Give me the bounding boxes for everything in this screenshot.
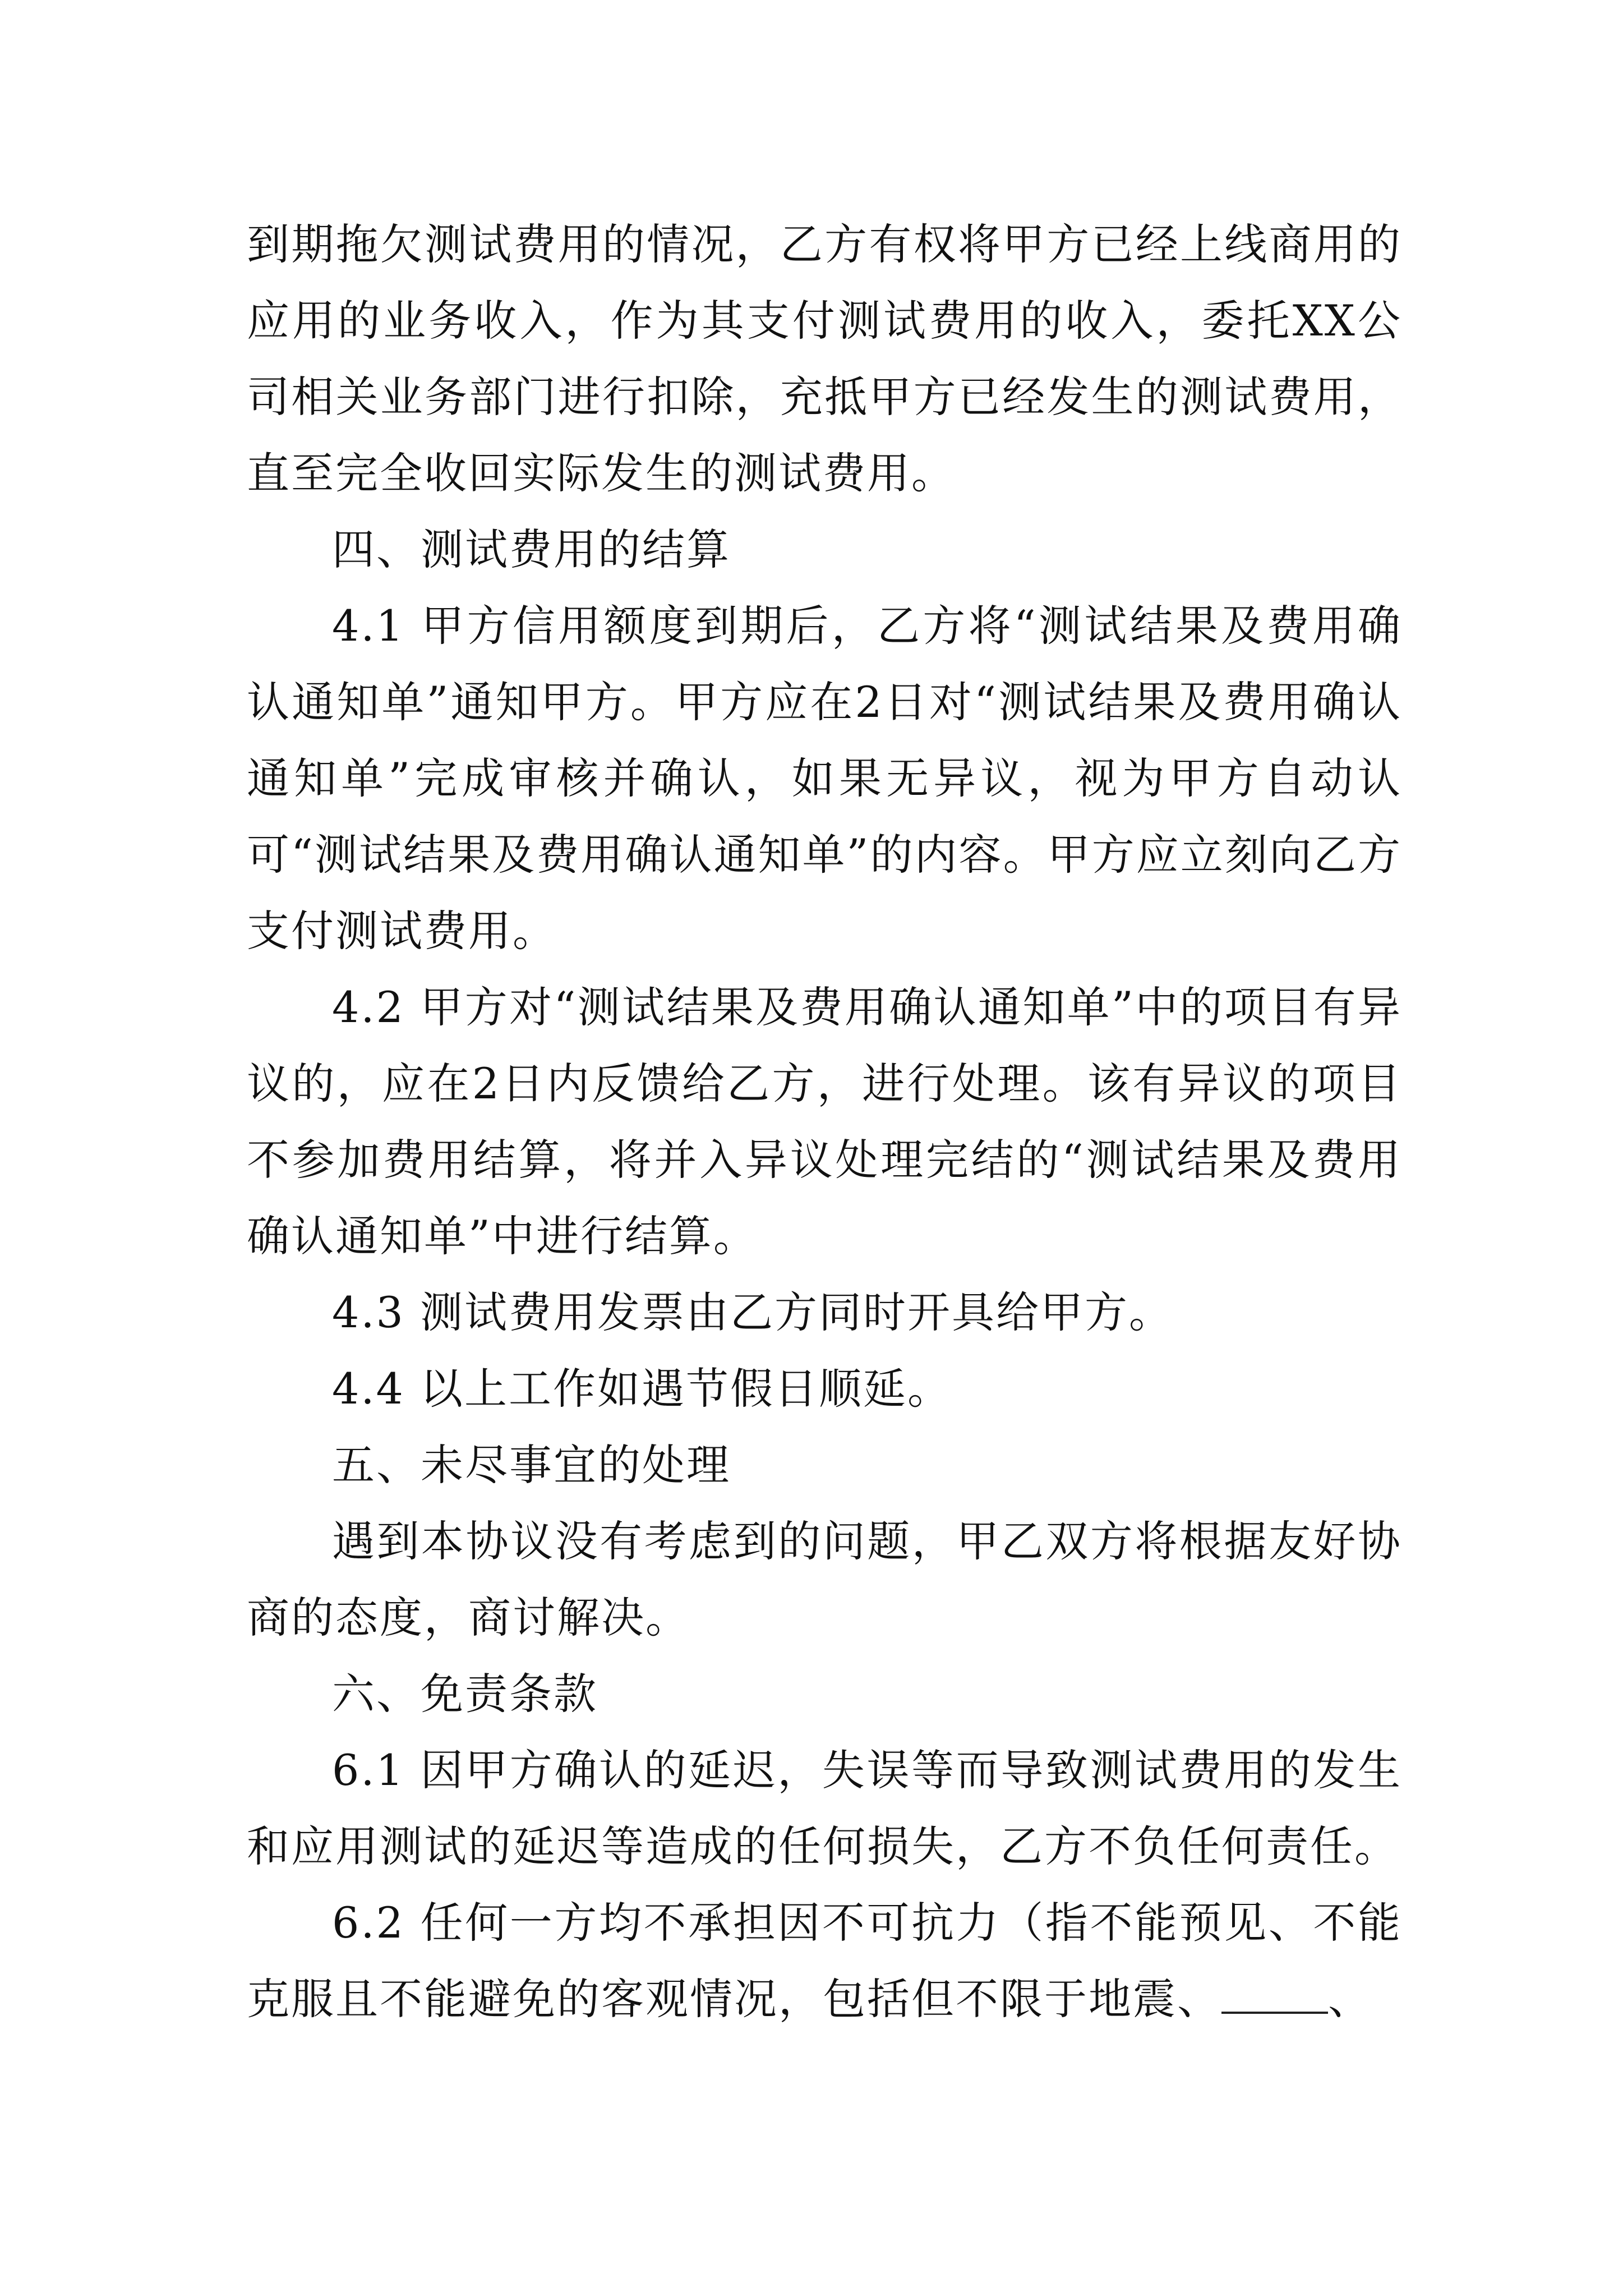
heading-section-6: 六、免责条款 [332, 1669, 598, 1719]
paragraph-4-4: 4.4 以上工作如遇节假日顺延。 [332, 1364, 952, 1414]
heading-section-4: 四、测试费用的结算 [332, 524, 731, 574]
heading-section-5: 五、未尽事宜的处理 [332, 1440, 731, 1490]
fill-in-blank [1221, 1978, 1328, 2014]
paragraph-overdue-fees: 到期拖欠测试费用的情况，乙方有权将甲方已经上线商用的应用的业务收入，作为其支付测试费用的收入，委托XX公司相关业务部门进行扣除，充抵甲方已经发生的测试费用，直至完全收回实际发生的测试费用。 [247, 219, 1402, 498]
paragraph-6-1: 6.1 因甲方确认的延迟，失误等而导致测试费用的发生和应用测试的延迟等造成的任何损失，乙方不负任何责任。 [247, 1745, 1402, 1871]
document-body [247, 206, 1402, 2037]
paragraph-4-2: 4.2 甲方对“测试结果及费用确认通知单”中的项目有异议的，应在2日内反馈给乙方，进行处理。该有异议的项目不参加费用结算，将并入异议处理完结的“测试结果及费用确认通知单”中进行结算。 [247, 982, 1402, 1261]
paragraph-6-2-tail: 、 [1328, 1974, 1372, 2024]
paragraph-4-3: 4.3 测试费用发票由乙方同时开具给甲方。 [332, 1287, 1174, 1337]
paragraph-6-2-text: 6.2 任何一方均不承担因不可抗力（指不能预见、不能克服且不能避免的客观情况，包括但不限于地震、 [247, 1898, 1402, 2024]
paragraph-4-1: 4.1 甲方信用额度到期后，乙方将“测试结果及费用确认通知单”通知甲方。甲方应在2日对“测试结果及费用确认通知单”完成审核并确认，如果无异议，视为甲方自动认可“测试结果及费用确认通知单”的内容。甲方应立刻向乙方支付测试费用。 [247, 601, 1402, 956]
paragraph-6-2 [247, 1885, 1402, 2037]
paragraph-5: 遇到本协议没有考虑到的问题，甲乙双方将根据友好协商的态度，商讨解决。 [247, 1516, 1402, 1642]
